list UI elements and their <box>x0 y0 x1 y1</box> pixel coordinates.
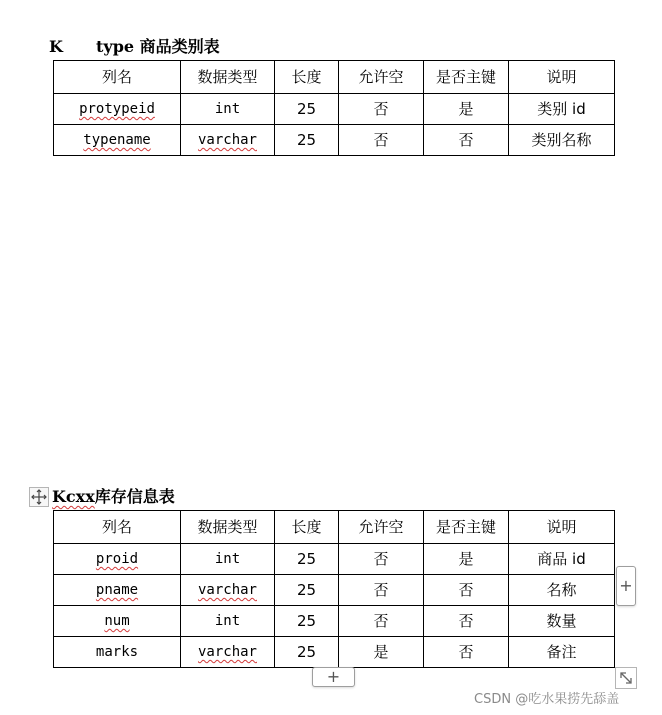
table-cell[interactable]: 是 <box>339 637 424 668</box>
add-column-button[interactable]: + <box>616 566 636 606</box>
table-cell[interactable]: typename <box>54 125 181 156</box>
header-cell[interactable]: 允许空 <box>339 61 424 94</box>
table-cell[interactable]: 是 <box>424 544 509 575</box>
watermark: CSDN @吃水果捞先舔盖 <box>474 692 620 707</box>
table-cell[interactable]: 25 <box>275 575 339 606</box>
table-cell[interactable]: 否 <box>339 544 424 575</box>
table1-heading-suffix: 商品类别表 <box>139 37 220 56</box>
table-cell[interactable]: 类别名称 <box>509 125 615 156</box>
table-header-row <box>54 511 615 544</box>
move-arrows-icon[interactable] <box>29 487 49 507</box>
table-cell[interactable]: marks <box>54 637 181 668</box>
table-cell[interactable]: 否 <box>424 125 509 156</box>
expand-arrows-icon[interactable] <box>615 667 637 689</box>
table-cell[interactable]: 否 <box>424 575 509 606</box>
table-header-row <box>54 61 615 94</box>
table-cell[interactable]: 25 <box>275 606 339 637</box>
type-table <box>53 60 615 156</box>
table-cell[interactable]: 是 <box>424 94 509 125</box>
table-row <box>54 125 615 156</box>
table2-heading-suffix: 库存信息表 <box>94 487 175 506</box>
table-cell[interactable]: 数量 <box>509 606 615 637</box>
table-cell[interactable]: 否 <box>339 575 424 606</box>
table-row <box>54 94 615 125</box>
kcxx-table <box>53 510 615 668</box>
table-cell[interactable]: 备注 <box>509 637 615 668</box>
table-cell[interactable]: varchar <box>181 575 275 606</box>
table-cell[interactable]: varchar <box>181 125 275 156</box>
table-cell[interactable]: varchar <box>181 637 275 668</box>
table-cell[interactable]: 25 <box>275 637 339 668</box>
table-cell[interactable]: 25 <box>275 544 339 575</box>
table1-heading-name: type <box>96 37 135 56</box>
header-cell[interactable]: 列名 <box>54 511 181 544</box>
header-cell[interactable]: 列名 <box>54 61 181 94</box>
table-cell[interactable]: 类别 id <box>509 94 615 125</box>
header-cell[interactable]: 数据类型 <box>181 511 275 544</box>
header-cell[interactable]: 数据类型 <box>181 61 275 94</box>
table-cell[interactable]: protypeid <box>54 94 181 125</box>
table-cell[interactable]: int <box>181 94 275 125</box>
table-cell[interactable]: pname <box>54 575 181 606</box>
table-row <box>54 544 615 575</box>
header-cell[interactable]: 是否主键 <box>424 511 509 544</box>
table-cell[interactable]: 否 <box>424 637 509 668</box>
table-cell[interactable]: 否 <box>339 606 424 637</box>
table-cell[interactable]: 否 <box>339 125 424 156</box>
table-cell[interactable]: 25 <box>275 94 339 125</box>
table2-heading-name: Kcxx <box>52 487 95 506</box>
table-cell[interactable]: 否 <box>424 606 509 637</box>
table-cell[interactable]: proid <box>54 544 181 575</box>
table1-heading <box>49 37 220 57</box>
header-cell[interactable]: 说明 <box>509 61 615 94</box>
header-cell[interactable]: 允许空 <box>339 511 424 544</box>
table-cell[interactable]: int <box>181 606 275 637</box>
table-cell[interactable]: 25 <box>275 125 339 156</box>
add-row-button[interactable]: + <box>312 667 355 687</box>
header-cell[interactable]: 是否主键 <box>424 61 509 94</box>
table-cell[interactable]: int <box>181 544 275 575</box>
header-cell[interactable]: 长度 <box>275 511 339 544</box>
table-cell[interactable]: num <box>54 606 181 637</box>
table1-heading-prefix: K <box>49 37 63 56</box>
header-cell[interactable]: 长度 <box>275 61 339 94</box>
table-cell[interactable]: 否 <box>339 94 424 125</box>
header-cell[interactable]: 说明 <box>509 511 615 544</box>
table2-heading <box>52 487 175 507</box>
table-row <box>54 637 615 668</box>
table-row <box>54 575 615 606</box>
table-row <box>54 606 615 637</box>
table-cell[interactable]: 商品 id <box>509 544 615 575</box>
table-cell[interactable]: 名称 <box>509 575 615 606</box>
